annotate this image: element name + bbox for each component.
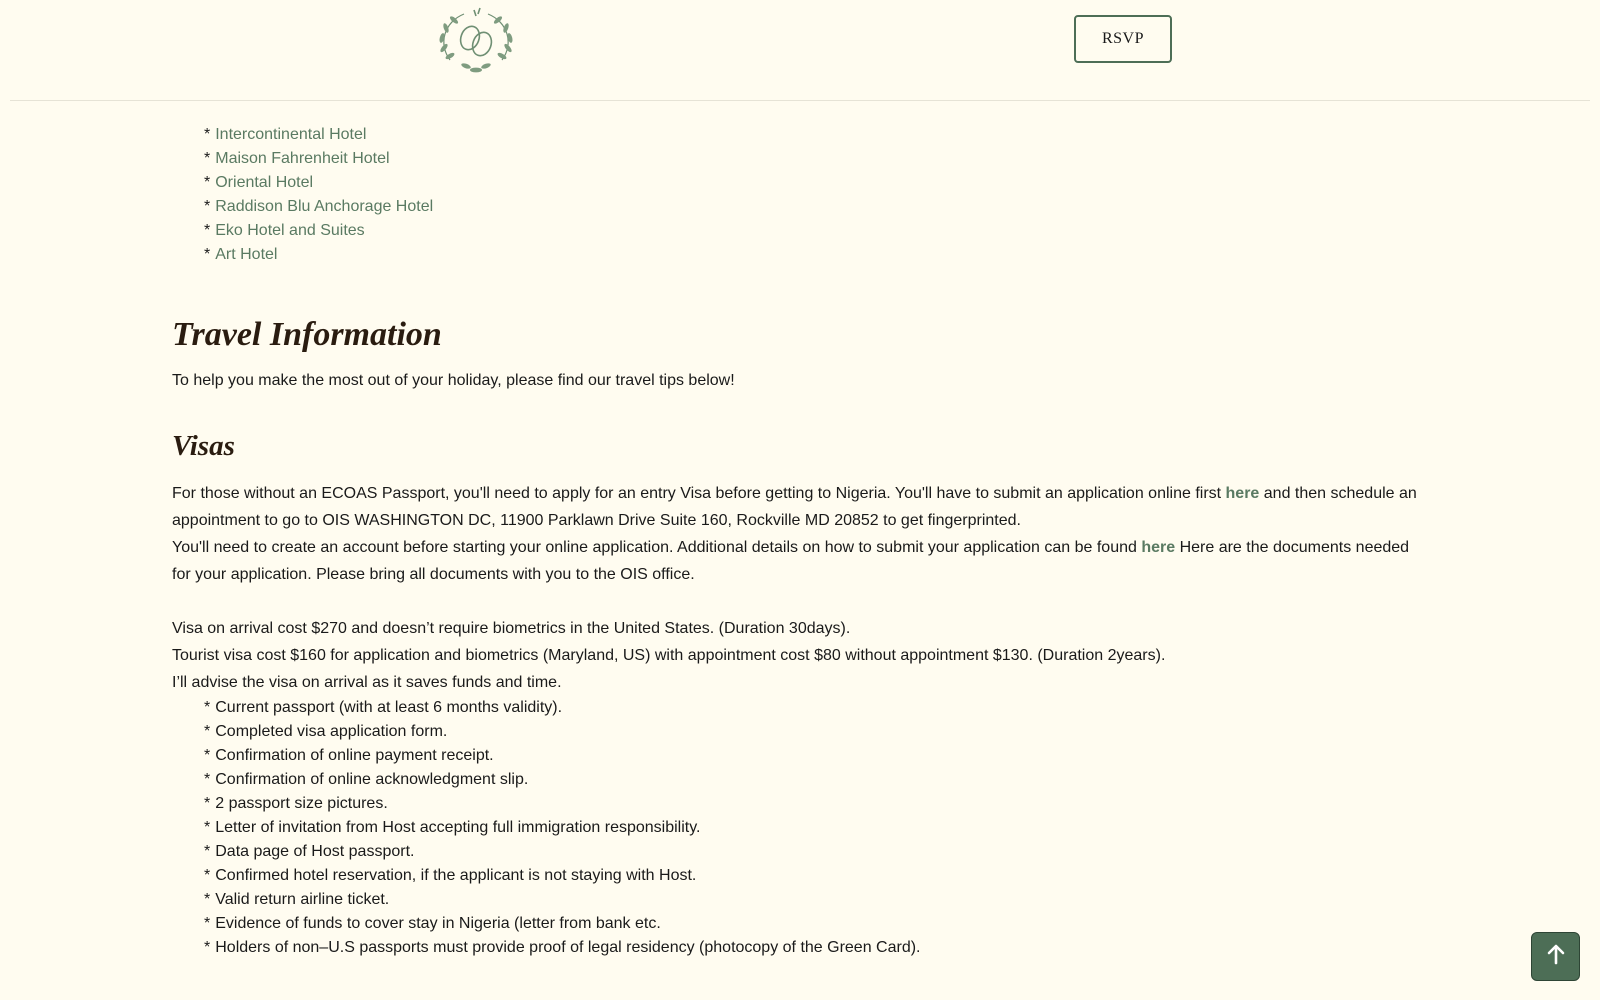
list-item [204,936,1428,960]
list-item [204,219,1428,243]
main-content [172,123,1428,960]
visa-text: and then schedule an appointment to go to OIS WASHINGTON DC, 11900 Parklawn Drive Suite 160, Rockville MD 20852 to get fingerprinted. [172,485,1417,529]
list-item [204,243,1428,267]
visa-text: You'll need to create an account before starting your online application. Additional details on how to submit your application can be found [172,539,1142,556]
hotel-link[interactable]: Eko Hotel and Suites [215,222,365,239]
document-item: Valid return airline ticket. [215,891,390,908]
bullet: * [204,150,211,167]
documents-list [172,696,1428,960]
document-item: Data page of Host passport. [215,843,415,860]
header-divider [10,100,1590,101]
document-item: Letter of invitation from Host accepting full immigration responsibility. [215,819,701,836]
hotel-link[interactable]: Raddison Blu Anchorage Hotel [215,198,434,215]
hotel-list [172,123,1428,267]
bullet: * [204,795,211,812]
travel-information-heading: Travel Information [172,316,442,353]
document-item: Confirmed hotel reservation, if the applicant is not staying with Host. [215,867,697,884]
visas-heading: Visas [172,430,235,462]
hotel-link[interactable]: Maison Fahrenheit Hotel [215,150,390,167]
bullet: * [204,174,211,191]
document-item: Holders of non–U.S passports must provide proof of legal residency (photocopy of the Green Card). [215,939,921,956]
rsvp-button[interactable]: RSVP [1074,15,1172,63]
bullet: * [204,939,211,956]
bullet: * [204,747,211,764]
site-header [0,0,1600,100]
visa-paragraph-1 [172,480,1428,534]
bullet: * [204,915,211,932]
back-to-top-button[interactable] [1531,932,1580,981]
bullet: * [204,891,211,908]
list-item [204,840,1428,864]
bullet: * [204,699,211,716]
tourist-visa-cost: Tourist visa cost $160 for application and biometrics (Maryland, US) with appointment cost $80 without appointment $130. (Duration 2years). [172,647,1166,664]
list-item [204,171,1428,195]
visa-advice: I’ll advise the visa on arrival as it saves funds and time. [172,674,562,691]
visa-details-link[interactable]: here [1141,539,1176,556]
hotel-link[interactable]: Intercontinental Hotel [215,126,367,143]
bullet: * [204,222,211,239]
bullet: * [204,771,211,788]
list-item [204,720,1428,744]
bullet: * [204,867,211,884]
list-item [204,123,1428,147]
visa-on-arrival-cost: Visa on arrival cost $270 and doesn’t require biometrics in the United States. (Duration 30days). [172,620,851,637]
document-item: Confirmation of online acknowledgment slip. [215,771,529,788]
document-item: Completed visa application form. [215,723,448,740]
list-item [204,768,1428,792]
document-item: Evidence of funds to cover stay in Nigeria (letter from bank etc. [215,915,661,932]
list-item [204,864,1428,888]
travel-intro: To help you make the most out of your holiday, please find our travel tips below! [172,372,735,389]
list-item [204,912,1428,936]
hotel-link[interactable]: Art Hotel [215,246,278,263]
visa-application-link[interactable]: here [1225,485,1260,502]
bullet: * [204,819,211,836]
list-item [204,888,1428,912]
document-item: Current passport (with at least 6 months validity). [215,699,563,716]
bullet: * [204,246,211,263]
list-item [204,816,1428,840]
visa-text: Here are the documents needed for your application. Please bring all documents with you to the OIS office. [172,539,1410,583]
visa-text: For those without an ECOAS Passport, you'll need to apply for an entry Visa before getting to Nigeria. You'll have to submit an application online first [172,485,1226,502]
arrow-up-icon [1546,943,1566,970]
document-item: 2 passport size pictures. [215,795,388,812]
monogram-wreath-logo[interactable] [430,4,522,80]
list-item [204,147,1428,171]
list-item [204,792,1428,816]
document-item: Confirmation of online payment receipt. [215,747,494,764]
bullet: * [204,126,211,143]
list-item [204,195,1428,219]
list-item [204,696,1428,720]
bullet: * [204,723,211,740]
bullet: * [204,843,211,860]
bullet: * [204,198,211,215]
hotel-link[interactable]: Oriental Hotel [215,174,314,191]
visa-paragraph-2 [172,534,1428,588]
list-item [204,744,1428,768]
